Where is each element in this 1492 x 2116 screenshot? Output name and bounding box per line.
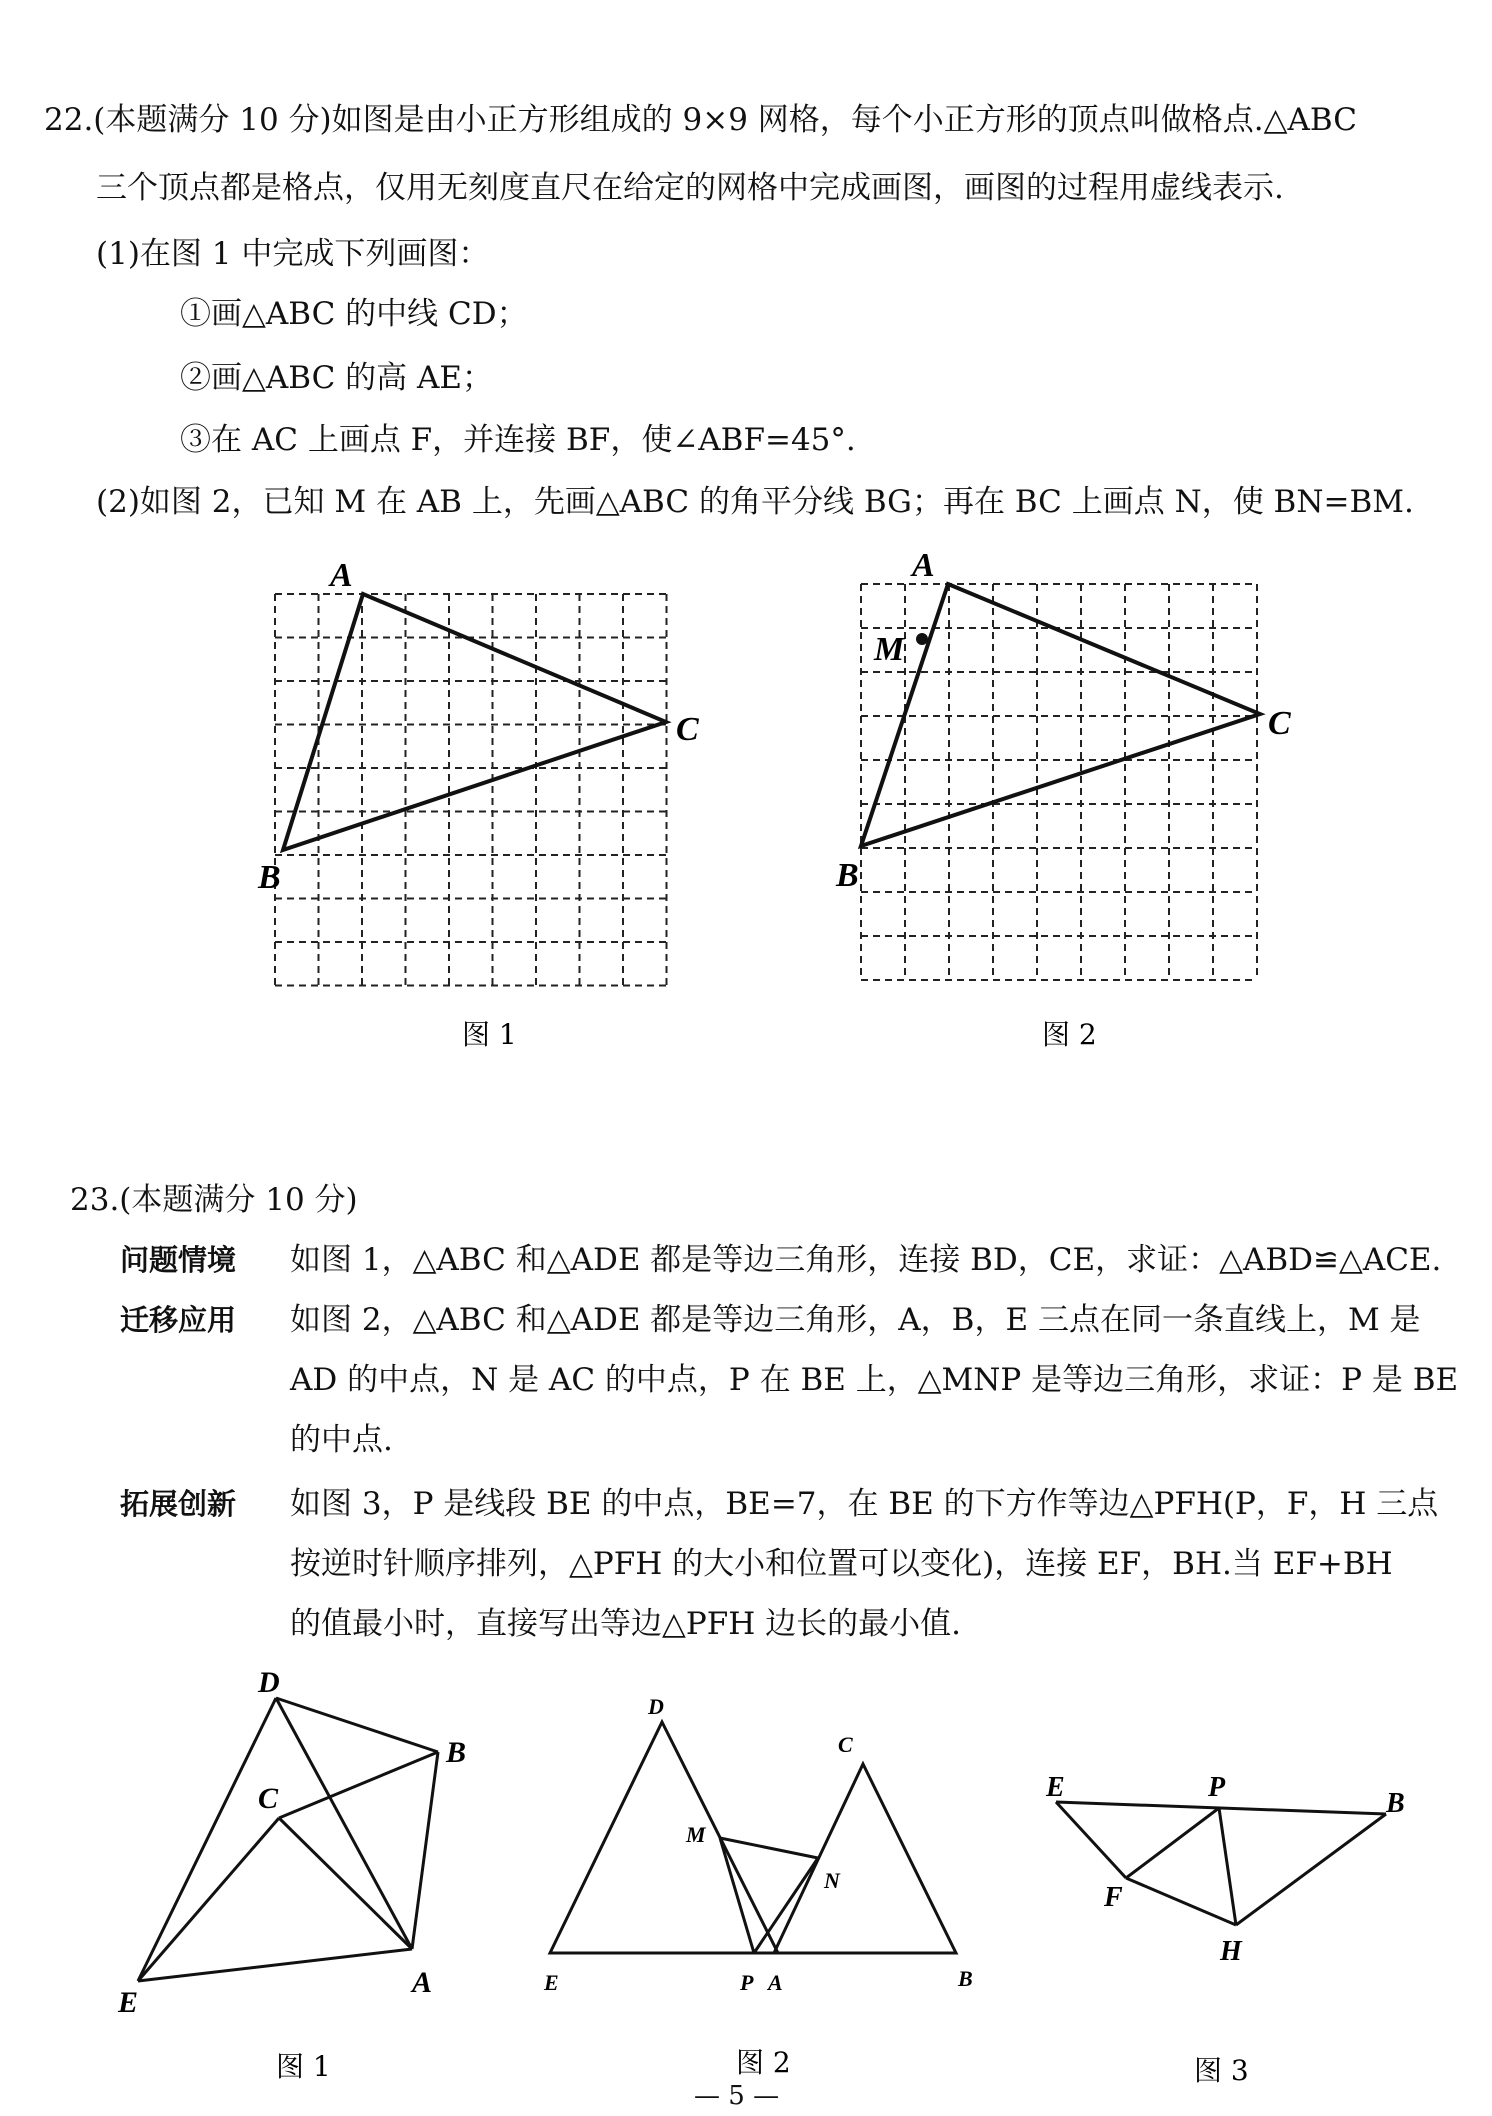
q22-part2: (2)如图 2，已知 M 在 AB 上，先画△ABC 的角平分线 BG；再在 BC 上画点 N，使 BN=BM.	[96, 484, 1414, 520]
q23-text2b: AD 的中点，N 是 AC 的中点，P 在 BE 上，△MNP 是等边三角形，求证：P 是 BE	[290, 1362, 1459, 1398]
q22-fig1-grid	[275, 594, 667, 986]
q23-text1: 如图 1，△ABC 和△ADE 都是等边三角形，连接 BD，CE，求证：△ABD≌△ACE.	[290, 1242, 1442, 1278]
q23-fig1-label-c: C	[258, 1782, 279, 1815]
q23-fig1-label-e: E	[118, 1986, 139, 2019]
q23-text3b: 按逆时针顺序排列，△PFH 的大小和位置可以变化)，连接 EF，BH.当 EF+BH	[290, 1546, 1393, 1582]
q23-fig1-label-a: A	[412, 1966, 433, 1999]
q23-fig3-label-p: P	[1208, 1772, 1226, 1803]
q23-fig2-label-p: P	[740, 1970, 754, 1995]
q23-fig2-label-a: A	[768, 1970, 783, 1995]
q23-fig1-label-d: D	[258, 1666, 280, 1699]
q22-fig2-caption: 图 2	[1042, 1018, 1097, 1051]
q23-fig3-label-e: E	[1046, 1772, 1065, 1803]
q23-fig3-label-b: B	[1386, 1788, 1405, 1819]
q23-fig3-label-f: F	[1104, 1882, 1123, 1913]
q23-fig2-label-c: C	[838, 1732, 853, 1757]
fig2-label-m: M	[874, 631, 905, 668]
fig1-label-c: C	[676, 711, 699, 748]
q23-fig3-caption: 图 3	[1194, 2054, 1249, 2087]
q23-fig3-label-h: H	[1220, 1936, 1242, 1967]
page-number: — 5 —	[694, 2081, 780, 2111]
q22-line1: 22.(本题满分 10 分)如图是由小正方形组成的 9×9 网格，每个小正方形的顶点叫做格点.△ABC	[44, 102, 1357, 138]
point-m	[916, 633, 928, 645]
q22-item1: ①画△ABC 的中线 CD；	[180, 296, 528, 332]
q23-head1: 问题情境	[120, 1243, 237, 1277]
q22-line2: 三个顶点都是格点，仅用无刻度直尺在给定的网格中完成画图，画图的过程用虚线表示.	[96, 170, 1284, 206]
q23-fig2	[550, 1722, 956, 1953]
q23-text3a: 如图 3，P 是线段 BE 的中点，BE=7，在 BE 的下方作等边△PFH(P，F，H 三点	[290, 1486, 1439, 1522]
q23-fig1-caption: 图 1	[276, 2050, 331, 2083]
q22-item2: ②画△ABC 的高 AE；	[180, 360, 494, 396]
q23-text2a: 如图 2，△ABC 和△ADE 都是等边三角形，A，B，E 三点在同一条直线上，M 是	[290, 1302, 1421, 1338]
q23-head3: 拓展创新	[120, 1487, 237, 1521]
q23-head2: 迁移应用	[120, 1303, 237, 1337]
q22-part1: (1)在图 1 中完成下列画图：	[96, 236, 490, 272]
fig2-label-a: A	[912, 547, 935, 584]
fig2-label-b: B	[836, 857, 859, 894]
q23-text3c: 的值最小时，直接写出等边△PFH 边长的最小值.	[290, 1606, 961, 1642]
q23-fig2-label-m: M	[686, 1822, 706, 1847]
q22-item3: ③在 AC 上画点 F，并连接 BF，使∠ABF=45°.	[180, 422, 856, 458]
q23-title: 23.(本题满分 10 分)	[70, 1182, 358, 1218]
q23-fig1-label-b: B	[446, 1736, 467, 1769]
q23-fig2-caption: 图 2	[736, 2046, 791, 2079]
q22-fig1-caption: 图 1	[462, 1018, 517, 1051]
q23-text2c: 的中点.	[290, 1422, 393, 1458]
q23-fig2-label-n: N	[824, 1868, 840, 1893]
fig1-label-a: A	[330, 557, 353, 594]
q23-fig2-label-b: B	[958, 1966, 973, 1991]
fig1-label-b: B	[258, 859, 281, 896]
q23-fig2-label-d: D	[648, 1694, 664, 1719]
q23-fig2-label-e: E	[544, 1970, 559, 1995]
q23-fig1	[138, 1698, 438, 1981]
fig2-label-c: C	[1268, 705, 1291, 742]
